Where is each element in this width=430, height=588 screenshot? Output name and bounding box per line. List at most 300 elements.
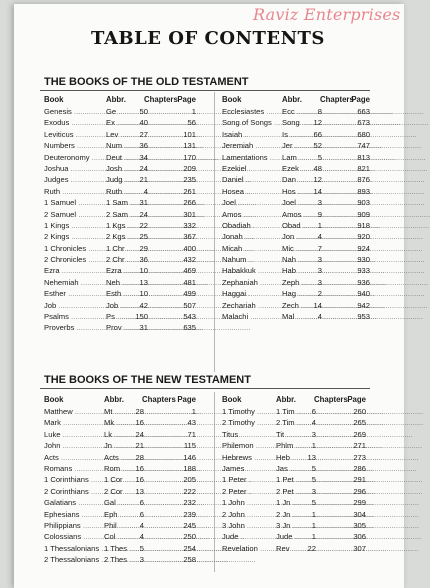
book-name: Ephesians ..... [44,509,102,520]
book-abbreviation: Heb ..... [276,452,288,463]
table-row [222,311,370,322]
table-row [44,417,196,428]
book-abbreviation: 1 Jn ..... [276,497,288,508]
chapter-count: 10 [139,266,148,276]
chapter-count: 4 [139,520,144,530]
book-abbreviation: Dan ..... [282,174,300,185]
book-abbreviation: Ge ..... [106,106,126,117]
book-abbreviation: Neh ..... [106,277,126,288]
header-book: Book [44,395,64,404]
book-name: Proverbs ..... [44,322,104,333]
book-abbreviation: Rev ..... [276,543,288,554]
table-row [44,322,196,333]
new-testament-right-column [222,393,366,554]
page-number: 933 [357,266,370,276]
page-number: 115 [183,441,196,451]
table-row [222,129,370,140]
book-abbreviation: Mic ..... [282,243,300,254]
page-number: 286 [353,463,366,473]
header-book: Book [222,395,242,404]
page-number: 239 [183,509,196,519]
chapter-count: 5 [139,543,144,553]
header-page: Page [347,395,366,404]
table-row [222,406,366,417]
book-abbreviation: Esth ..... [106,288,126,299]
book-abbreviation: Prov ..... [106,322,126,333]
chapter-count: 7 [317,243,322,253]
page-number: 747 [357,141,370,151]
table-row [44,300,196,311]
book-name: Psalms ..... [44,311,104,322]
book-name: 1 Peter ..... [222,474,274,485]
page-number: 205 [183,475,196,485]
book-abbreviation: Hag ..... [282,288,300,299]
page-number: 673 [357,118,370,128]
page-number: 469 [183,266,196,276]
page-number: 432 [183,255,196,265]
page-number: 307 [353,543,366,553]
page-number: 43 [187,418,196,428]
book-name: 2 Kings ..... [44,231,104,242]
book-name: 1 Chronicles ..... [44,243,104,254]
header-abbr: Abbr. [282,95,302,104]
book-name: 2 John ..... [222,509,274,520]
book-abbreviation: Joel ..... [282,197,300,208]
chapter-count: 10 [139,289,148,299]
page-number: 893 [357,186,370,196]
chapter-count: 29 [139,243,148,253]
book-abbreviation: Josh ..... [106,163,126,174]
book-abbreviation: 2 Cor ..... [104,486,116,497]
table-row [222,197,370,208]
book-name: Philippians ..... [44,520,102,531]
table-row [44,140,196,151]
header-abbr: Abbr. [276,395,296,404]
table-row [222,220,370,231]
book-abbreviation: Job ..... [106,300,126,311]
book-name: Micah ..... [222,243,280,254]
book-abbreviation: Jas ..... [276,463,288,474]
book-abbreviation: Gal ..... [104,497,116,508]
chapter-count: 31 [139,323,148,333]
header-page: Page [351,95,370,104]
header-chapters: Chapters [144,95,178,104]
book-name: Deuteronomy ..... [44,152,104,163]
page-number: 222 [183,486,196,496]
page-number: 260 [353,407,366,416]
book-name: 3 John ..... [222,520,274,531]
table-row [44,106,196,117]
page-number: 953 [357,312,370,322]
chapter-count: 31 [139,198,148,208]
chapter-count: 13 [139,277,148,287]
book-abbreviation: 2 Sam ..... [106,209,126,220]
page-number: 273 [353,452,366,462]
table-row [44,243,196,254]
book-name: Luke ..... [44,429,102,440]
page-number: 170 [183,152,196,162]
book-abbreviation: Ruth ..... [106,186,126,197]
new-testament-left-column [44,393,196,565]
table-row [222,531,366,542]
page-number: 304 [353,509,366,519]
book-abbreviation: 1 Sam ..... [106,197,126,208]
book-abbreviation: Tit ..... [276,429,288,440]
book-abbreviation: 2 Tim ..... [276,417,288,428]
book-abbreviation: Zeph ..... [282,277,300,288]
old-testament-left-column [44,93,196,334]
chapter-count: 150 [135,312,148,322]
chapter-count: 1 [311,441,316,451]
book-name: John ..... [44,440,102,451]
page-number: 269 [353,429,366,439]
book-abbreviation: Ps ..... [106,311,126,322]
new-testament-rule [40,388,370,389]
header-chapters: Chapters [142,395,176,404]
book-name: James ..... [222,463,274,474]
book-name: Galatians ..... [44,497,102,508]
chapter-count: 8 [317,107,322,116]
chapter-count: 1 [311,509,316,519]
chapter-count: 5 [311,475,316,485]
chapter-count: 28 [135,452,144,462]
chapter-count: 6 [139,509,144,519]
chapter-count: 5 [317,152,322,162]
book-name: Lamentations ..... [222,152,280,163]
page-number: 101 [183,129,196,139]
chapter-count: 12 [313,118,322,128]
chapter-count: 4 [317,232,322,242]
chapter-count: 3 [139,555,144,565]
book-abbreviation: 1 Chr ..... [106,243,126,254]
chapter-count: 42 [139,300,148,310]
table-row [44,254,196,265]
table-row [222,231,370,242]
book-abbreviation: Jude ..... [276,531,288,542]
old-testament-heading: THE BOOKS OF THE OLD TESTAMENT [44,76,249,88]
chapter-count: 52 [313,141,322,151]
book-name: 2 Chronicles ..... [44,254,104,265]
book-name: 1 Thessalonians ..... [44,543,102,554]
book-abbreviation: Eph ..... [104,509,116,520]
chapter-count: 16 [135,463,144,473]
table-row [44,440,196,451]
table-row [44,117,196,128]
book-abbreviation: Zech ..... [282,300,300,311]
table-row [222,452,366,463]
chapter-count: 40 [139,118,148,128]
table-row [44,463,196,474]
table-row [222,520,366,531]
table-row [44,129,196,140]
book-abbreviation: Ecc ..... [282,106,300,117]
page-number: 936 [357,277,370,287]
chapter-count: 36 [139,141,148,151]
book-abbreviation: Hos ..... [282,186,300,197]
book-abbreviation: Jon ..... [282,231,300,242]
header-book: Book [44,95,64,104]
table-header-row [44,393,196,406]
book-abbreviation: Jer ..... [282,140,300,151]
chapter-count: 24 [139,209,148,219]
book-abbreviation: 1 Tim ..... [276,406,288,417]
book-name: Haggai ..... [222,288,280,299]
book-abbreviation: Ex ..... [106,117,126,128]
chapter-count: 21 [135,441,144,451]
table-row [44,311,196,322]
book-abbreviation: Hab ..... [282,265,300,276]
table-row [44,497,196,508]
book-name: Zephaniah ..... [222,277,280,288]
chapter-count: 4 [311,418,316,428]
page-number: 813 [357,152,370,162]
book-abbreviation: Ezra ..... [106,265,126,276]
book-name: Exodus ..... [44,117,104,128]
book-abbreviation: Lev ..... [106,129,126,140]
page-number: 663 [357,107,370,116]
chapter-count: 13 [135,486,144,496]
book-name: Nehemiah ..... [44,277,104,288]
page-number: 232 [183,498,196,508]
table-row [44,220,196,231]
book-abbreviation: Amos ..... [282,209,300,220]
page-number: 146 [183,452,196,462]
book-abbreviation: Mt ..... [104,406,116,417]
table-row [44,486,196,497]
page-number: 400 [183,243,196,253]
book-name: Romans ..... [44,463,102,474]
table-header-row [222,93,370,106]
book-name: Song of Songs ..... [222,117,280,128]
table-row [222,474,366,485]
table-row [44,197,196,208]
table-row [222,243,370,254]
book-name: 1 Kings ..... [44,220,104,231]
book-name: Esther ..... [44,288,104,299]
header-abbr: Abbr. [106,95,126,104]
table-row [222,209,370,220]
chapter-count: 3 [317,255,322,265]
table-row [222,106,370,117]
page-number: 909 [357,209,370,219]
page-number: 209 [183,163,196,173]
page-number: 235 [183,175,196,185]
chapter-count: 2 [317,289,322,299]
header-abbr: Abbr. [104,395,124,404]
book-abbreviation: Lam ..... [282,152,300,163]
page-number: 258 [183,555,196,565]
book-name: Philemon ..... [222,440,274,451]
book-name: 2 Peter ..... [222,486,274,497]
page-number: 250 [183,532,196,542]
chapter-count: 16 [135,418,144,428]
book-name: Jude ..... [222,531,274,542]
page-number: 367 [183,232,196,242]
table-row [222,486,366,497]
table-row [222,117,370,128]
chapter-count: 24 [139,163,148,173]
book-abbreviation: 1 Pet ..... [276,474,288,485]
page-number: 499 [183,289,196,299]
table-row [222,174,370,185]
book-abbreviation: 2 Kgs ..... [106,231,126,242]
chapter-count: 1 [317,220,322,230]
page-number: 265 [353,418,366,428]
table-row [44,152,196,163]
book-abbreviation: 1 Cor ..... [104,474,116,485]
book-name: Leviticus ..... [44,129,104,140]
chapter-count: 14 [313,186,322,196]
page-number: 131 [183,141,196,151]
page-number: 940 [357,289,370,299]
chapter-count: 28 [135,407,144,416]
page-number: 332 [183,220,196,230]
chapter-count: 3 [317,198,322,208]
header-page: Page [177,95,196,104]
old-testament-right-column [222,93,370,322]
page-number: 71 [187,429,196,439]
chapter-count: 4 [143,186,148,196]
table-row [44,406,196,417]
chapter-count: 66 [313,129,322,139]
page-number: 481 [183,277,196,287]
book-name: Nahum ..... [222,254,280,265]
book-abbreviation: Is ..... [282,129,300,140]
book-abbreviation: Num ..... [106,140,126,151]
table-row [222,417,366,428]
book-name: 2 Thessalonians ..... [44,554,102,565]
book-abbreviation: Judg ..... [106,174,126,185]
book-abbreviation: Phil ..... [104,520,116,531]
book-abbreviation: Col ..... [104,531,116,542]
book-name: Ruth ..... [44,186,104,197]
chapter-count: 3 [311,486,316,496]
old-testament-rule [40,90,370,91]
page-number: 245 [183,520,196,530]
book-name: Isaiah ..... [222,129,280,140]
chapter-count: 22 [307,543,316,553]
page-number: 903 [357,198,370,208]
chapter-count: 48 [313,163,322,173]
book-name: Hosea ..... [222,186,280,197]
table-row [44,186,196,197]
table-row [222,543,366,554]
table-row [222,163,370,174]
table-row [222,497,366,508]
chapter-count: 12 [313,175,322,185]
table-row [44,288,196,299]
table-row [44,163,196,174]
book-name: Malachi ..... [222,311,280,322]
chapter-count: 36 [139,255,148,265]
table-row [222,300,370,311]
page-number: 876 [357,175,370,185]
chapter-count: 5 [311,463,316,473]
book-abbreviation: Ezek ..... [282,163,300,174]
chapter-count: 6 [311,407,316,416]
book-name: Joel ..... [222,197,280,208]
book-name: 1 Corinthians ..... [44,474,102,485]
table-row [222,140,370,151]
page-number: 266 [183,198,196,208]
book-abbreviation: Mal ..... [282,311,300,322]
book-abbreviation: Obad ..... [282,220,300,231]
table-row [222,463,366,474]
header-chapters: Chapters [320,95,354,104]
book-name: Numbers ..... [44,140,104,151]
book-name: Genesis ..... [44,106,104,117]
book-name: Ezekiel ..... [222,163,280,174]
book-name: Acts ..... [44,452,102,463]
book-name: Habakkuk ..... [222,265,280,276]
book-name: Titus ..... [222,429,274,440]
book-name: Daniel ..... [222,174,280,185]
table-row [44,554,196,565]
book-abbreviation: Deut ..... [106,152,126,163]
chapter-count: 9 [317,209,322,219]
chapter-count: 1 [311,532,316,542]
page-number: 918 [357,220,370,230]
page-number: 543 [183,312,196,322]
book-abbreviation: Song ..... [282,117,300,128]
table-row [44,429,196,440]
header-book: Book [222,95,242,104]
page-number: 296 [353,486,366,496]
chapter-count: 22 [139,220,148,230]
page-number: 924 [357,243,370,253]
table-row [44,265,196,276]
book-abbreviation: Phlm ..... [276,440,288,451]
page-number: 254 [183,543,196,553]
book-abbreviation: 2 Jn ..... [276,509,288,520]
page-title: TABLE OF CONTENTS [91,28,325,49]
book-name: Matthew ..... [44,406,102,417]
chapter-count: 3 [311,429,316,439]
book-abbreviation: Lk ..... [104,429,116,440]
book-name: Revelation ..... [222,543,274,554]
book-name: 2 Samuel ..... [44,209,104,220]
page-number: 1 [191,407,196,416]
book-name: Jonah ..... [222,231,280,242]
book-name: Job ..... [44,300,104,311]
new-testament-heading: THE BOOKS OF THE NEW TESTAMENT [44,374,251,386]
page-number: 261 [183,186,196,196]
table-row [222,440,366,451]
book-name: Colossians ..... [44,531,102,542]
table-row [44,520,196,531]
table-header-row [44,93,196,106]
table-row [44,509,196,520]
chapter-count: 1 [311,520,316,530]
book-abbreviation: 1 Kgs ..... [106,220,126,231]
table-row [44,231,196,242]
book-name: Ecclesiastes ..... [222,106,280,117]
book-name: Judges ..... [44,174,104,185]
book-abbreviation: 3 Jn ..... [276,520,288,531]
table-row [44,452,196,463]
chapter-count: 25 [139,232,148,242]
table-row [44,531,196,542]
page-number: 1 [191,107,196,116]
table-row [222,288,370,299]
chapter-count: 4 [317,312,322,322]
table-row [44,474,196,485]
chapter-count: 21 [139,175,148,185]
book-name: Ezra ..... [44,265,104,276]
header-chapters: Chapters [314,395,348,404]
page-number: 188 [183,463,196,473]
table-row [222,277,370,288]
